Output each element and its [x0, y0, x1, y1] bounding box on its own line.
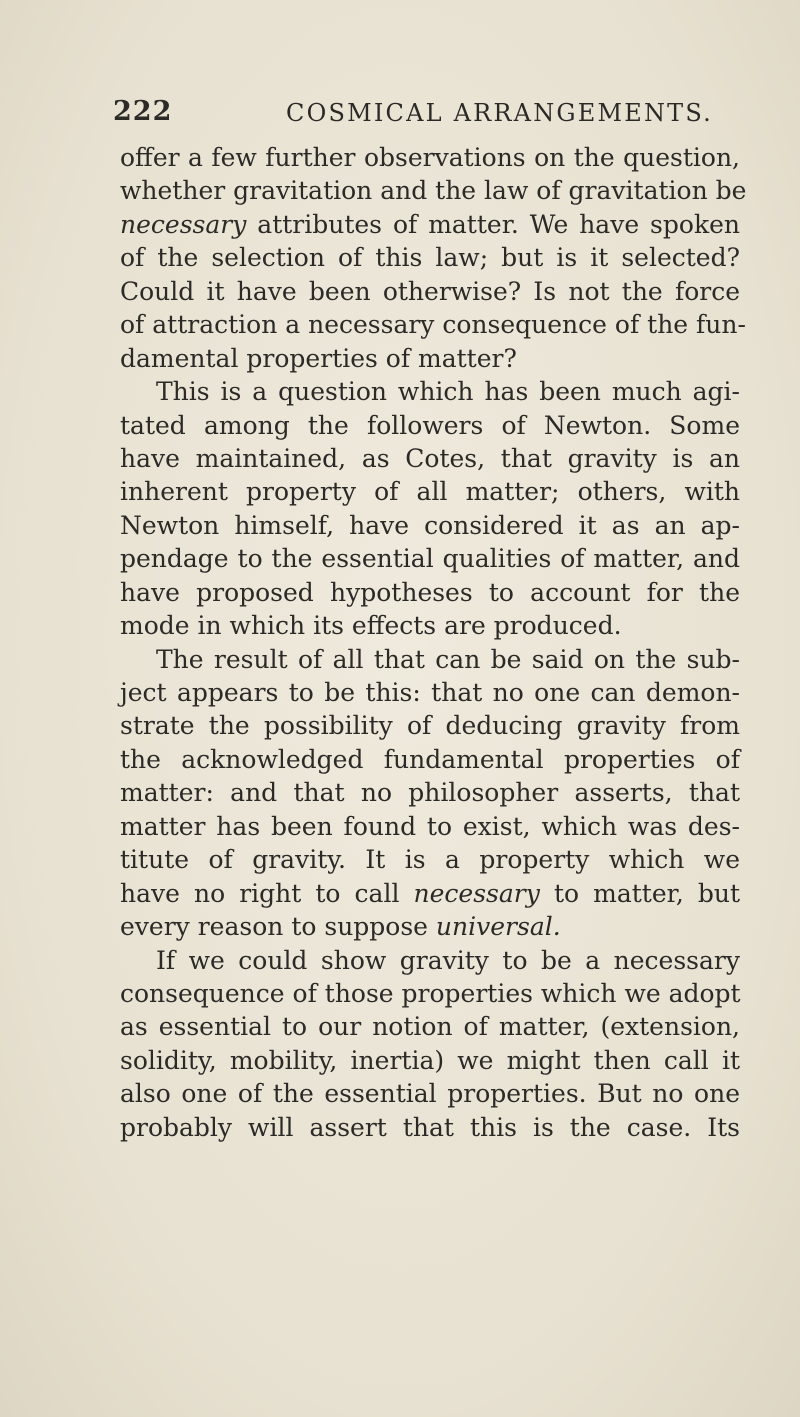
text-line: as essential to our notion of matter, (extension, — [120, 1012, 740, 1042]
text-line: of attraction a necessary consequence of the fun- — [120, 310, 746, 340]
text-line: have proposed hypotheses to account for the — [120, 577, 740, 607]
text-line: Newton himself, have considered it as an ap- — [120, 510, 740, 540]
text-line: every reason to suppose universal. — [120, 912, 561, 942]
text-line: of the selection of this law; but is it selected? — [120, 243, 740, 273]
text-line: tated among the followers of Newton. Some — [120, 410, 740, 440]
text-line: This is a question which has been much agi- — [156, 377, 740, 407]
text-line: strate the possibility of deducing gravity from — [120, 711, 740, 741]
running-title: COSMICAL ARRANGEMENTS. — [286, 99, 714, 127]
text-line: consequence of those properties which we adopt — [120, 978, 741, 1008]
text-line: mode in which its effects are produced. — [120, 611, 622, 641]
text-line: matter: and that no philosopher asserts, that — [120, 778, 740, 808]
page-number: 222 — [113, 96, 173, 127]
page-header — [113, 96, 733, 136]
text-line: also one of the essential properties. But no one — [120, 1079, 740, 1109]
text-line: whether gravitation and the law of gravitation be — [120, 176, 747, 206]
text-line: damental properties of matter? — [120, 343, 517, 373]
text-line: matter has been found to exist, which was des- — [120, 811, 740, 841]
text-line: necessary attributes of matter. We have spoken — [120, 209, 740, 239]
text-line: ject appears to be this: that no one can demon- — [120, 678, 740, 707]
text-line: Could it have been otherwise? Is not the force — [120, 276, 740, 306]
italic-term: universal. — [435, 912, 561, 942]
text-line: have no right to call necessary to matter, but — [120, 878, 740, 908]
body-text — [120, 141, 747, 1144]
text-line: solidity, mobility, inertia) we might then call it — [120, 1045, 740, 1075]
text-line: pendage to the essential qualities of matter, and — [120, 544, 740, 574]
text-line: titute of gravity. It is a property which we — [120, 845, 740, 875]
text-line: offer a few further observations on the question, — [120, 143, 740, 172]
italic-term: necessary — [413, 878, 540, 908]
text-line: If we could show gravity to be a necessary — [156, 945, 740, 975]
text-line: have maintained, as Cotes, that gravity is an — [120, 443, 740, 473]
text-line: the acknowledged fundamental properties of — [120, 744, 740, 774]
text-line: inherent property of all matter; others, with — [120, 477, 740, 507]
text-line: The result of all that can be said on the sub- — [156, 644, 740, 674]
italic-term: necessary — [120, 209, 247, 239]
text-line: probably will assert that this is the case. Its — [120, 1112, 740, 1142]
